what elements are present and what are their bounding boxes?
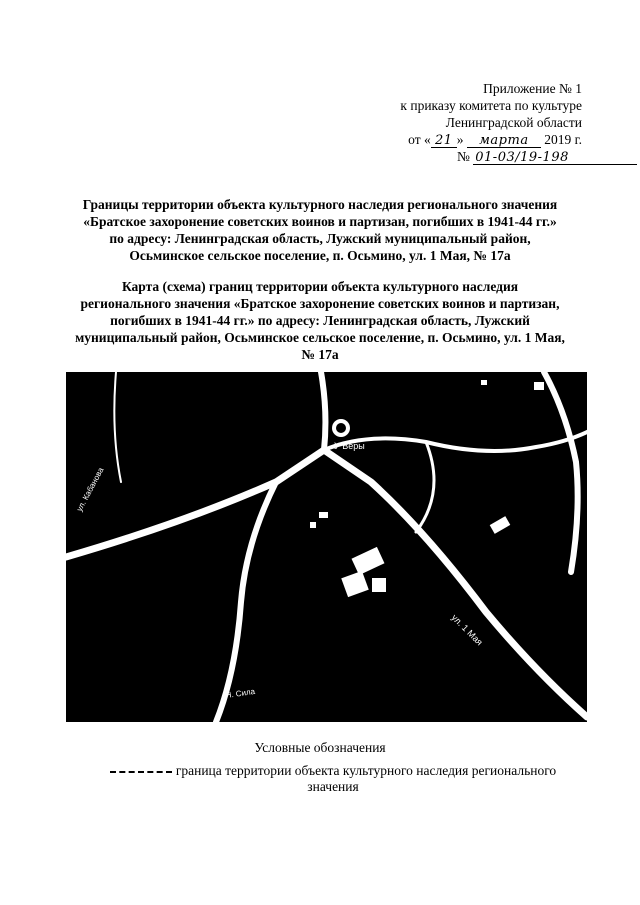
date-prefix: от « xyxy=(408,132,431,147)
map-image xyxy=(66,372,587,722)
street-label-bottom: Н. Сила xyxy=(225,686,256,700)
poi-marker-icon xyxy=(332,419,350,437)
document-title xyxy=(40,196,600,264)
title-line: Осьминское сельское поселение, п. Осьмино, ул. 1 Мая, № 17а xyxy=(129,248,511,263)
legend-title: Условные обозначения xyxy=(254,740,386,755)
caption-line: муниципальный район, Осьминское сельское поселение, п. Осьмино, ул. 1 Мая, xyxy=(75,330,565,345)
date-month: марта xyxy=(467,134,541,148)
dashed-line-symbol xyxy=(110,771,172,773)
poi-label: У Веры xyxy=(334,441,365,451)
title-line: «Братское захоронение советских воинов и партизан, погибших в 1941-44 гг.» xyxy=(83,214,557,229)
date-year: 2019 г. xyxy=(544,132,582,147)
map-caption xyxy=(40,278,600,363)
appendix-order-line: к приказу комитета по культуре xyxy=(400,98,582,113)
legend-text: граница территории объекта культурного наследия регионального xyxy=(175,763,557,778)
building xyxy=(310,522,316,528)
caption-line: № 17а xyxy=(301,347,339,362)
map-scheme xyxy=(66,372,587,722)
building xyxy=(372,578,386,592)
number-prefix: № xyxy=(457,149,470,164)
appendix-block xyxy=(322,80,582,165)
date-mid: » xyxy=(456,132,464,147)
appendix-title: Приложение № 1 xyxy=(483,81,582,96)
street-label-right: ул. 1 Мая xyxy=(449,612,485,648)
appendix-region-line: Ленинградской области xyxy=(445,115,582,130)
caption-line: погибших в 1941-44 гг.» по адресу: Ленинградская область, Лужский xyxy=(110,313,530,328)
legend-text-cont: значения xyxy=(307,779,359,794)
building xyxy=(319,512,328,518)
street-label-left: ул. Кабанова xyxy=(74,466,106,513)
appendix-date-line xyxy=(322,131,582,148)
title-line: по адресу: Ленинградская область, Лужский муниципальный район, xyxy=(109,231,531,246)
title-line: Границы территории объекта культурного наследия регионального значения xyxy=(82,197,558,212)
appendix-number-line xyxy=(322,148,582,165)
order-number: 01-03/19-198 xyxy=(473,151,637,165)
date-day: 21 xyxy=(431,134,457,148)
building xyxy=(534,382,544,390)
caption-line: регионального значения «Братское захоронение советских воинов и партизан, xyxy=(80,296,560,311)
caption-line: Карта (схема) границ территории объекта культурного наследия xyxy=(121,279,519,294)
building xyxy=(481,380,487,385)
legend-item xyxy=(88,763,578,795)
